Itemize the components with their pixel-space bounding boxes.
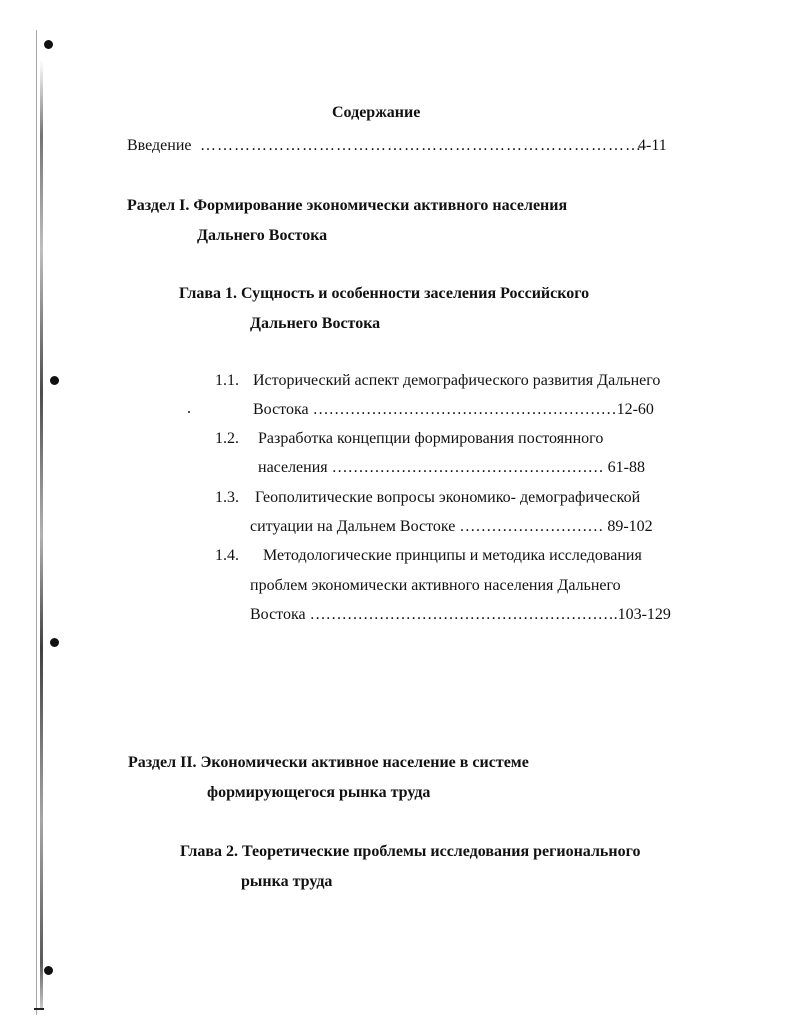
- punch-hole-mark: [44, 966, 53, 975]
- scan-speck: [188, 411, 190, 413]
- toc-item-title-cont: ситуации на Дальнем Востоке ……………………… 89-102: [250, 518, 653, 535]
- punch-hole-mark: [50, 376, 59, 385]
- toc-item-title: Геополитические вопросы экономико- демографической: [255, 489, 641, 506]
- toc-item-number: 1.2.: [215, 430, 239, 447]
- toc-chapter-2-heading-cont: рынка труда: [241, 873, 333, 890]
- toc-item-number: 1.3.: [215, 489, 239, 506]
- toc-item-title-cont: населения …………………………………………… 61-88: [258, 459, 645, 476]
- toc-intro-label: Введение: [127, 137, 192, 154]
- toc-item-title-cont: проблем экономически активного населения Дальнего: [250, 577, 621, 594]
- toc-item-title: Методологические принципы и методика исследования: [263, 547, 642, 564]
- punch-hole-mark: [50, 638, 59, 647]
- toc-chapter-1-heading: Глава 1. Сущность и особенности заселения Российского: [179, 285, 590, 302]
- punch-hole-mark: [44, 40, 53, 49]
- toc-section-1-heading: Раздел I. Формирование экономически активного населения: [127, 197, 568, 214]
- toc-item-number: 1.4.: [215, 547, 239, 564]
- scan-edge-line: [36, 30, 37, 1015]
- scan-corner-mark: [34, 1008, 44, 1010]
- toc-section-2-heading: Раздел II. Экономически активное население в системе: [128, 754, 529, 771]
- toc-chapter-1-heading-cont: Дальнего Востока: [250, 315, 381, 332]
- toc-intro-leader: ……………………………………………………………………: [200, 137, 642, 154]
- toc-intro-pages: 4-11: [638, 137, 667, 154]
- page-title: Содержание: [332, 104, 421, 121]
- toc-item-title: Разработка концепции формирования постоянного: [258, 430, 604, 447]
- toc-item-number: 1.1.: [215, 372, 239, 389]
- toc-section-2-heading-cont: формирующегося рынка труда: [207, 784, 431, 801]
- toc-item-title: Исторический аспект демографического развития Дальнего: [253, 372, 661, 389]
- scan-edge-shadow: [40, 60, 43, 1010]
- toc-section-1-heading-cont: Дальнего Востока: [197, 227, 328, 244]
- toc-chapter-2-heading: Глава 2. Теоретические проблемы исследования регионального: [180, 843, 641, 860]
- toc-item-title-cont: Востока ………………………………………………….103-129: [250, 606, 671, 623]
- toc-item-title-cont: Востока …………………………………………………12-60: [253, 401, 654, 418]
